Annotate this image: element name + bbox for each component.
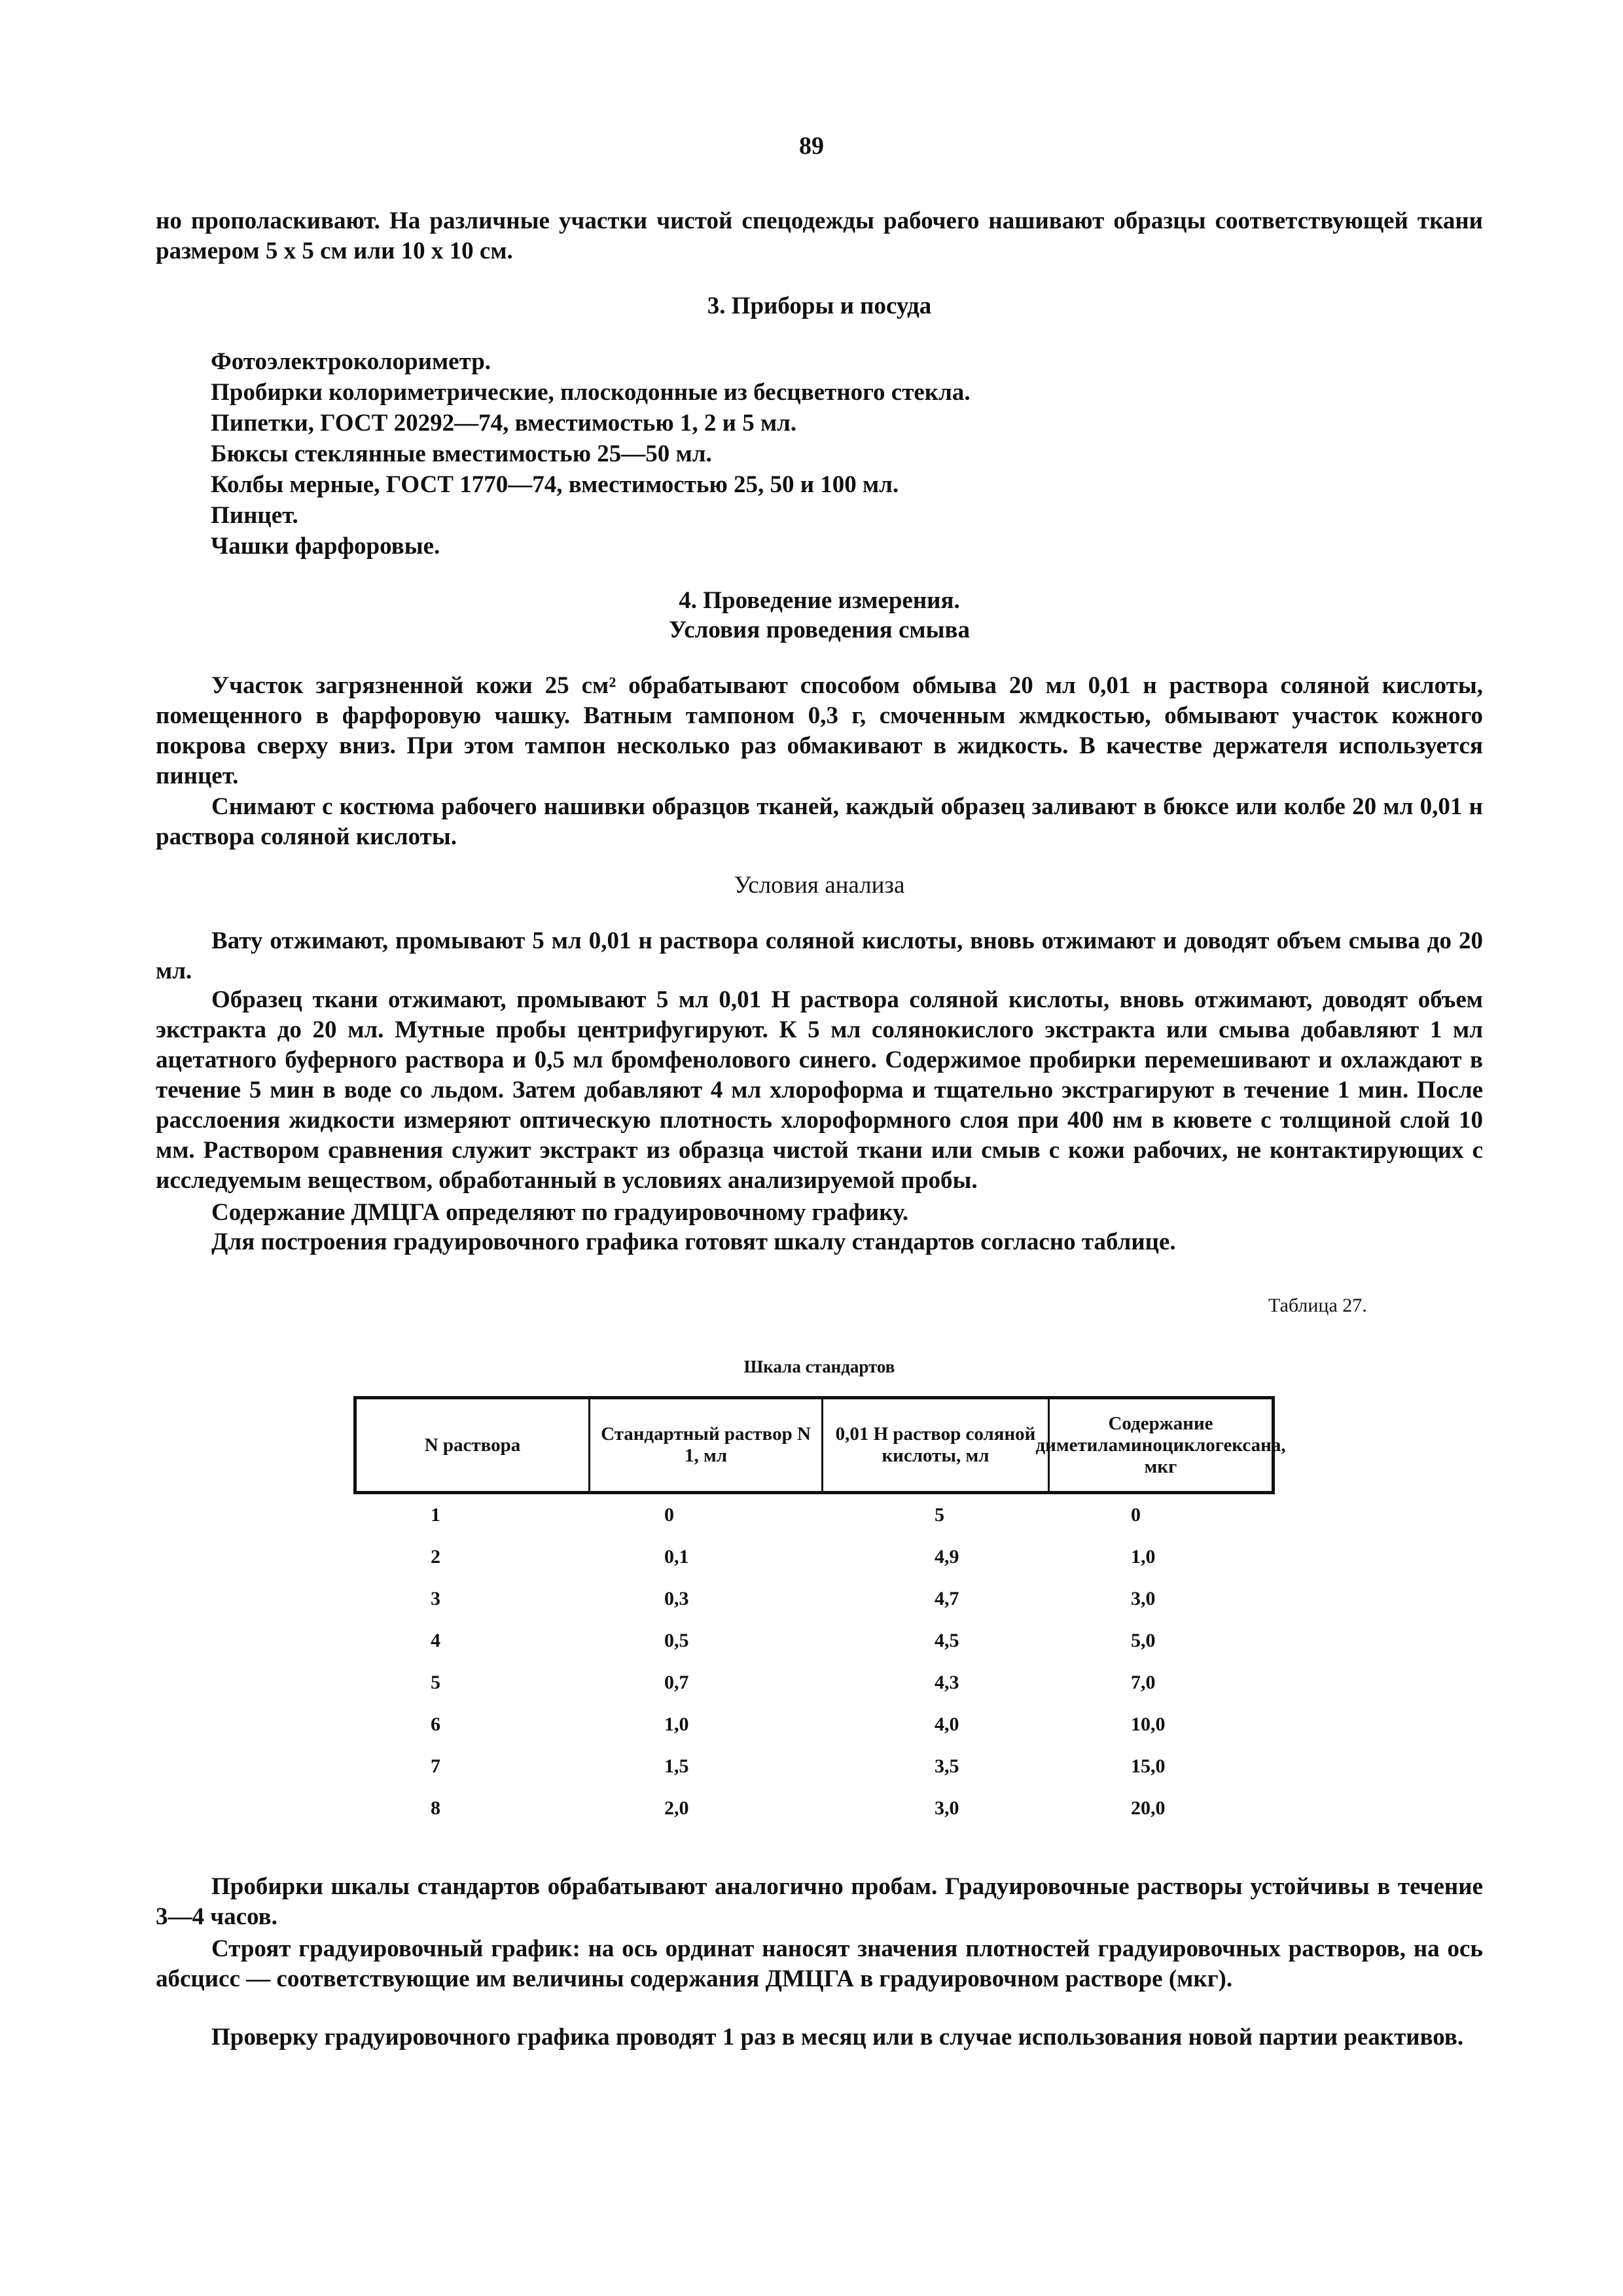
section-4-title: 4. Проведение измерения. bbox=[679, 587, 960, 614]
table-cell: 0,3 bbox=[664, 1588, 689, 1609]
equipment-item: Пробирки колориметрические, плоскодонные из бесцветного стекла. bbox=[211, 379, 971, 406]
analysis-paragraph: Содержание ДМЦГА определяют по градуировочному графику. bbox=[211, 1199, 909, 1226]
table-caption: Таблица 27. bbox=[1268, 1295, 1367, 1316]
closing-paragraph: Пробирки шкалы стандартов обрабатывают аналогично пробам. Градуировочные растворы устойчивы в течение 3—4 часов. bbox=[156, 1873, 1483, 1930]
table-cell: 15,0 bbox=[1131, 1755, 1166, 1777]
table-row bbox=[353, 1578, 1275, 1620]
table-cell: 4,3 bbox=[935, 1672, 959, 1693]
table-cell: 2,0 bbox=[664, 1797, 689, 1819]
table-cell: 20,0 bbox=[1131, 1797, 1166, 1819]
table-cell: 0 bbox=[664, 1504, 674, 1526]
table-cell: 0,5 bbox=[664, 1630, 689, 1651]
equipment-item: Бюксы стеклянные вместимостью 25—50 мл. bbox=[211, 440, 712, 467]
table-cell: 4,9 bbox=[935, 1546, 959, 1568]
table-row bbox=[353, 1662, 1275, 1704]
table-cell: 1,5 bbox=[664, 1755, 689, 1777]
analysis-paragraph: Образец ткани отжимают, промывают 5 мл 0,01 Н раствора соляной кислоты, вновь отжимают, доводят объем экстракта до 20 мл. Мутные пробы центрифугируют. К 5 мл солянокислого экстракта или смыва добавляют 1 мл ацетатного буферного раствора и 0,5 мл бромфенолового синего. Содержимое пробирки перемешивают и охлаждают в течение 5 мин в воде со льдом. Затем добавляют 4 мл хлороформа и тщательно экстрагируют в течение 1 мин. После расслоения жидкости измеряют оптическую плотность хлороформного слоя при 400 нм в кювете с толщиной слой 10 мм. Раствором сравнения служит экстракт из образца чистой ткани или смыв с кожи рабочих, не контактирующих с исследуемым веществом, обработанный в условиях анализируемой пробы. bbox=[156, 986, 1483, 1194]
table-cell: 2 bbox=[431, 1546, 440, 1568]
closing-paragraph: Строят градуировочный график: на ось ординат наносят значения плотностей градуировочных растворов, на ось абсцисс — соответствующие им величины содержания ДМЦГА в градуировочном растворе (мкг). bbox=[156, 1935, 1483, 1992]
page-number: 89 bbox=[799, 132, 824, 160]
table-cell: 5 bbox=[935, 1504, 944, 1526]
table-cell: 4 bbox=[431, 1630, 440, 1651]
section-3-title: 3. Приборы и посуда bbox=[707, 293, 932, 319]
equipment-item: Колбы мерные, ГОСТ 1770—74, вместимостью 25, 50 и 100 мл. bbox=[211, 471, 899, 498]
table-cell: 6 bbox=[431, 1713, 440, 1735]
section-4-subtitle: Условия проведения смыва bbox=[669, 617, 970, 643]
equipment-item: Пинцет. bbox=[211, 502, 298, 529]
closing-paragraph: Проверку градуировочного графика проводят 1 раз в месяц или в случае использования новой партии реактивов. bbox=[211, 2024, 1464, 2051]
table-cell: 0,7 bbox=[664, 1672, 689, 1693]
table-row bbox=[353, 1704, 1275, 1746]
table-cell: 5 bbox=[431, 1672, 440, 1693]
table-header bbox=[353, 1396, 1286, 1494]
table-cell: 0 bbox=[1131, 1504, 1141, 1526]
wash-conditions-paragraph: Снимают с костюма рабочего нашивки образцов тканей, каждый образец заливают в бюксе или колбе 20 мл 0,01 н раствора соляной кислоты. bbox=[156, 793, 1483, 850]
table-row bbox=[353, 1494, 1275, 1536]
table-header-cell: Стандартный раствор N 1, мл bbox=[590, 1399, 823, 1491]
table-cell: 5,0 bbox=[1131, 1630, 1156, 1651]
table-cell: 4,5 bbox=[935, 1630, 959, 1651]
table-cell: 1 bbox=[431, 1504, 440, 1526]
table-cell: 7 bbox=[431, 1755, 440, 1777]
table-title: Шкала стандартов bbox=[743, 1357, 895, 1376]
table-cell: 3,0 bbox=[1131, 1588, 1156, 1609]
analysis-paragraph: Вату отжимают, промывают 5 мл 0,01 н раствора соляной кислоты, вновь отжимают и доводят объем смыва до 20 мл. bbox=[156, 927, 1483, 984]
table-cell: 4,7 bbox=[935, 1588, 959, 1609]
analysis-title: Условия анализа bbox=[734, 872, 905, 899]
table-cell: 0,1 bbox=[664, 1546, 689, 1568]
table-cell: 1,0 bbox=[664, 1713, 689, 1735]
analysis-paragraph: Для построения градуировочного графика готовят шкалу стандартов согласно таблице. bbox=[211, 1229, 1176, 1255]
table-cell: 8 bbox=[431, 1797, 440, 1819]
table-cell: 7,0 bbox=[1131, 1672, 1156, 1693]
equipment-item: Чашки фарфоровые. bbox=[211, 533, 440, 560]
table-header-cell: N раствора bbox=[357, 1399, 590, 1491]
table-row bbox=[353, 1787, 1275, 1829]
table-header-cell: Содержание диметиламиноциклогексана, мкг bbox=[1035, 1412, 1286, 1477]
table-cell: 4,0 bbox=[935, 1713, 959, 1735]
intro-paragraph: но прополаскивают. На различные участки чистой спецодежды рабочего нашивают образцы соответствующей ткани размером 5 х 5 см или 10 х 10 см. bbox=[156, 207, 1483, 264]
table-cell: 10,0 bbox=[1131, 1713, 1166, 1735]
equipment-item: Фотоэлектроколориметр. bbox=[211, 348, 491, 375]
equipment-item: Пипетки, ГОСТ 20292—74, вместимостью 1, 2 и 5 мл. bbox=[211, 410, 797, 437]
table-body bbox=[353, 1494, 1275, 1829]
table-row bbox=[353, 1536, 1275, 1578]
table-cell: 3 bbox=[431, 1588, 440, 1609]
table-row bbox=[353, 1620, 1275, 1662]
equipment-list bbox=[211, 347, 1454, 562]
table-cell: 3,0 bbox=[935, 1797, 959, 1819]
wash-conditions-paragraph: Участок загрязненной кожи 25 см² обрабатывают способом обмыва 20 мл 0,01 н раствора соляной кислоты, помещенного в фарфоровую чашку. Ватным тампоном 0,3 г, смоченным жмдкостью, обмывают участок кожного покрова сверху вниз. При этом тампон несколько раз обмакивают в жидкость. В качестве держателя используется пинцет. bbox=[156, 672, 1483, 789]
table-header-cell: 0,01 Н раствор соляной кислоты, мл bbox=[823, 1399, 1050, 1491]
table-row bbox=[353, 1746, 1275, 1787]
table-cell: 1,0 bbox=[1131, 1546, 1156, 1568]
table-cell: 3,5 bbox=[935, 1755, 959, 1777]
